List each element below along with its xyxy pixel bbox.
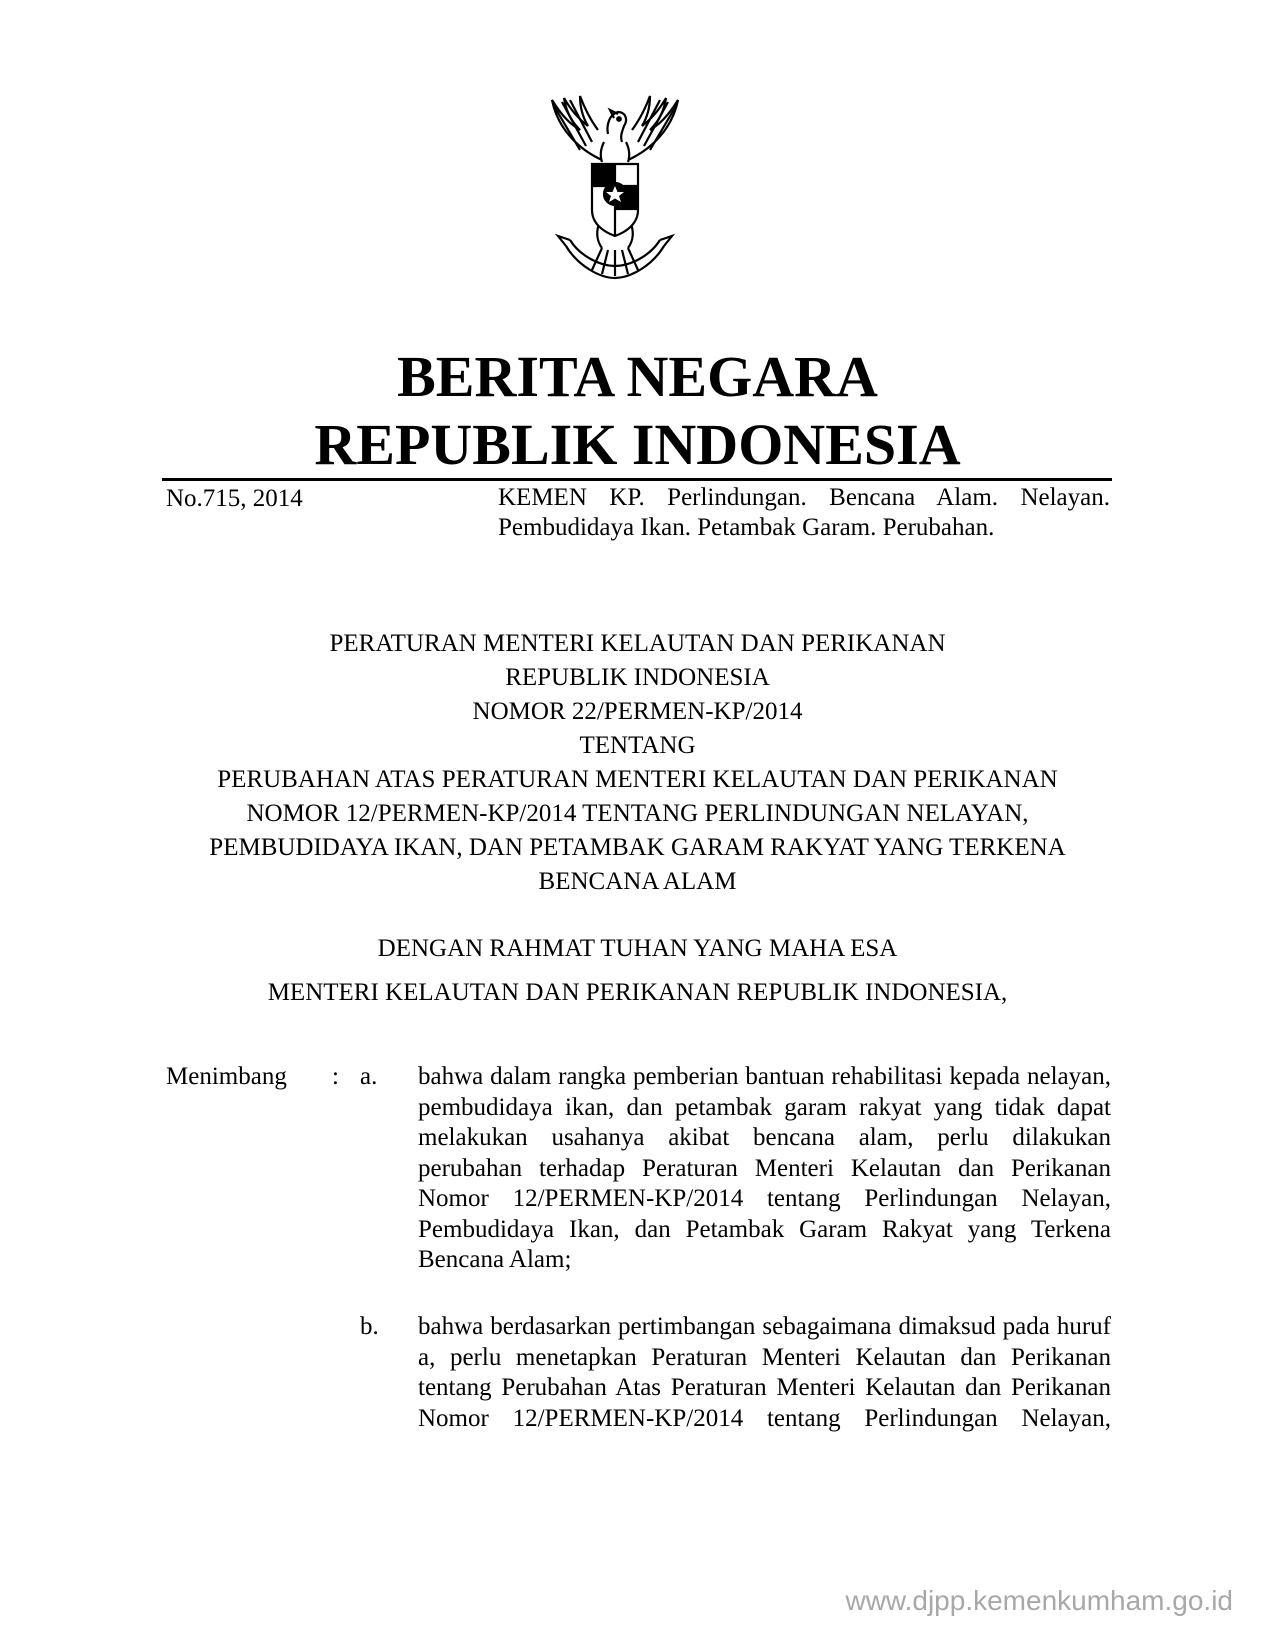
considering-label: Menimbang (166, 1063, 287, 1090)
considering-item-text: bahwa berdasarkan pertimbangan sebagaimana dimaksud pada huruf a, perlu menetapkan Peraturan Menteri Kelautan dan Perikanan tentang Perubahan Atas Peraturan Menteri Kelautan dan Perikanan Nomor 12/PERMEN-KP/2014 tentang Perlindungan Nelayan, (418, 1313, 1111, 1432)
considering-colon: : (332, 1063, 339, 1090)
gazette-subject: KEMEN KP. Perlindungan. Bencana Alam. Nelayan. Pembudidaya Ikan. Petambak Garam. Perubahan. (498, 484, 1110, 541)
regulation-heading-line: NOMOR 12/PERMEN-KP/2014 TENTANG PERLINDUNGAN NELAYAN, (246, 800, 1029, 827)
regulation-heading-line: PERATURAN MENTERI KELAUTAN DAN PERIKANAN (329, 630, 946, 657)
regulation-heading-line: REPUBLIK INDONESIA (505, 664, 770, 691)
gazette-subtitle: REPUBLIK INDONESIA (314, 412, 961, 477)
garuda-pancasila-emblem (540, 90, 690, 290)
considering-item-marker: a. (360, 1063, 378, 1090)
regulation-heading-line: NOMOR 22/PERMEN-KP/2014 (472, 698, 803, 725)
regulation-heading-line: PERUBAHAN ATAS PERATURAN MENTERI KELAUTAN DAN PERIKANAN (217, 766, 1058, 793)
header-rule (162, 478, 1112, 481)
preamble-line: MENTERI KELAUTAN DAN PERIKANAN REPUBLIK INDONESIA, (267, 979, 1008, 1006)
regulation-heading-line: BENCANA ALAM (538, 868, 737, 895)
preamble (0, 927, 1275, 1015)
regulation-heading (0, 627, 1275, 899)
considering-item-text: bahwa dalam rangka pemberian bantuan rehabilitasi kepada nelayan, pembudidaya ikan, dan petambak garam rakyat yang tidak dapat melakukan usahanya akibat bencana alam, perlu dilakukan perubahan terhadap Peraturan Menteri Kelautan dan Perikanan Nomor 12/PERMEN-KP/2014 tentang Perlindungan Nelayan, Pembudidaya Ikan, dan Petambak Garam Rakyat yang Terkena Bencana Alam; (418, 1063, 1111, 1273)
garuda-pancasila-icon (540, 90, 690, 290)
gazette-title: BERITA NEGARA (397, 344, 878, 409)
considering-item-marker: b. (360, 1313, 379, 1340)
regulation-heading-line: TENTANG (579, 732, 696, 759)
source-url-watermark: www.djpp.kemenkumham.go.id (845, 1585, 1233, 1616)
gazette-number: No.715, 2014 (166, 485, 303, 512)
regulation-heading-line: PEMBUDIDAYA IKAN, DAN PETAMBAK GARAM RAKYAT YANG TERKENA (209, 834, 1066, 861)
preamble-line: DENGAN RAHMAT TUHAN YANG MAHA ESA (377, 935, 898, 962)
